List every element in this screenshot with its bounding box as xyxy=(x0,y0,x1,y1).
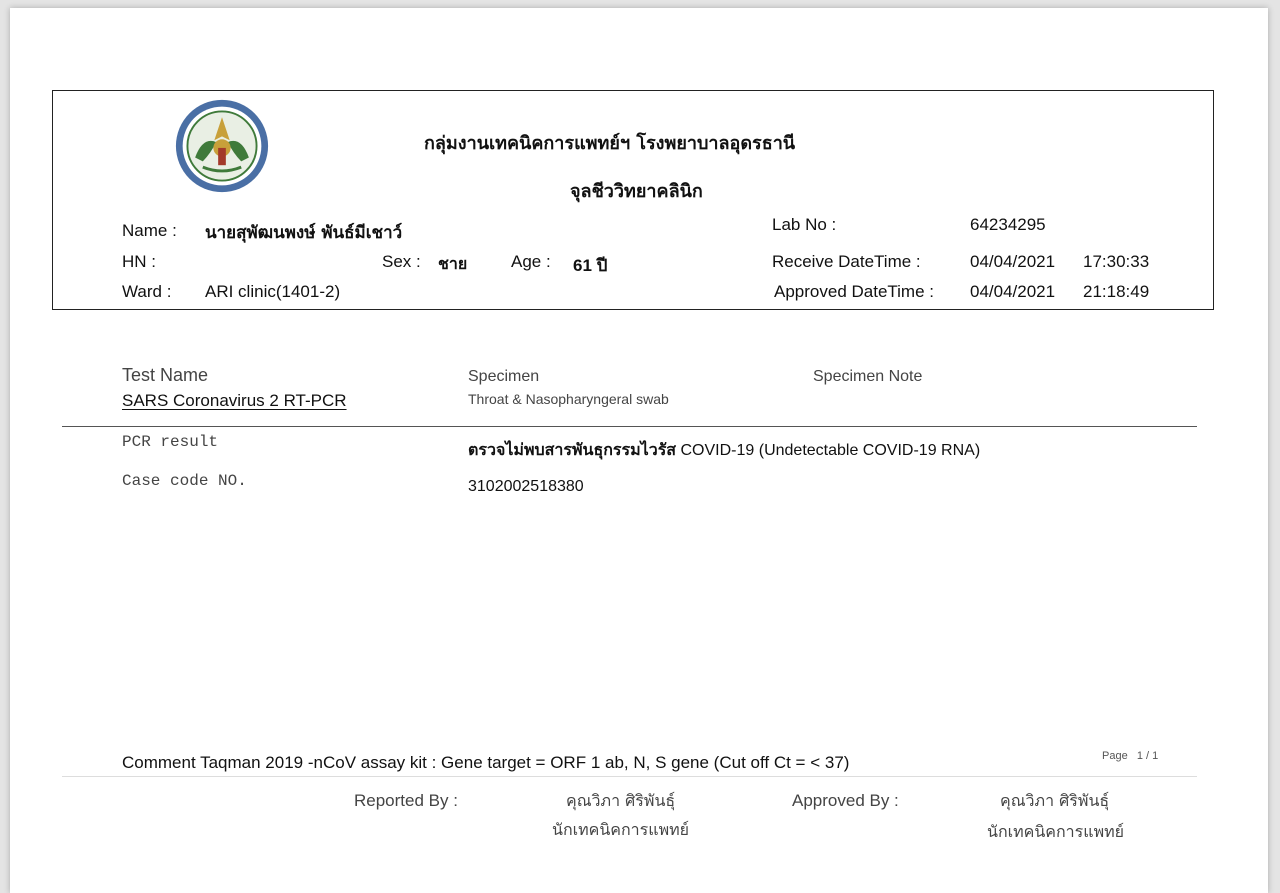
receive-datetime-label: Receive DateTime : xyxy=(772,252,921,271)
lab-section-title: จุลชีววิทยาคลินิก xyxy=(570,181,703,202)
sex-label: Sex : xyxy=(382,252,421,271)
approved-time-value: 21:18:49 xyxy=(1083,282,1150,301)
name-label: Name : xyxy=(122,221,177,240)
case-code-label: Case code NO. xyxy=(122,472,247,490)
hospital-seal-logo xyxy=(174,98,270,194)
lab-no-value: 64234295 xyxy=(970,215,1046,234)
specimen-header: Specimen xyxy=(468,368,540,385)
pcr-result-english: COVID-19 (Undetectable COVID-19 RNA) xyxy=(680,442,981,459)
reported-by-label: Reported By : xyxy=(354,791,458,810)
patient-name-value: นายสุพัฒนพงษ์ พันธ์มีเชาว์ xyxy=(205,223,403,243)
approved-by-title: นักเทคนิคการแพทย์ xyxy=(987,822,1125,841)
ward-label: Ward : xyxy=(122,282,172,301)
hn-label: HN : xyxy=(122,252,156,271)
receive-date-value: 04/04/2021 xyxy=(970,252,1056,271)
age-label: Age : xyxy=(511,252,551,271)
reported-by-name: คุณวิภา ศิริพันธุ์ xyxy=(566,791,676,810)
page-indicator xyxy=(1102,750,1158,762)
lab-department-title: กลุ่มงานเทคนิคการแพทย์ฯ โรงพยาบาลอุดรธานี xyxy=(424,133,796,154)
approved-by-label: Approved By : xyxy=(792,791,899,810)
pcr-result-value xyxy=(468,438,980,463)
reported-by-title: นักเทคนิคการแพทย์ xyxy=(552,820,690,839)
lab-no-label: Lab No : xyxy=(772,215,837,234)
pcr-result-label: PCR result xyxy=(122,433,219,451)
footer-divider xyxy=(62,776,1197,777)
approved-date-value: 04/04/2021 xyxy=(970,282,1056,301)
results-divider xyxy=(62,426,1197,427)
test-name-value: SARS Coronavirus 2 RT-PCR xyxy=(122,391,347,410)
receive-time-value: 17:30:33 xyxy=(1083,252,1150,271)
sex-value: ชาย xyxy=(438,254,468,273)
test-name-header: Test Name xyxy=(122,365,209,385)
page-label: Page xyxy=(1102,750,1128,762)
approved-by-name: คุณวิภา ศิริพันธุ์ xyxy=(1000,791,1110,810)
approved-datetime-label: Approved DateTime : xyxy=(774,282,934,301)
pcr-result-thai: ตรวจไม่พบสารพันธุกรรมไวรัส xyxy=(468,440,677,459)
specimen-note-header: Specimen Note xyxy=(813,368,923,385)
age-value: 61 ปี xyxy=(573,256,608,275)
case-code-value: 3102002518380 xyxy=(468,478,584,495)
page-value: 1 / 1 xyxy=(1136,750,1159,762)
specimen-value: Throat & Nasopharyngeral swab xyxy=(468,391,669,407)
assay-comment: Comment Taqman 2019 -nCoV assay kit : Gene target = ORF 1 ab, N, S gene (Cut off Ct = < 37) xyxy=(122,753,850,772)
ward-value: ARI clinic(1401-2) xyxy=(205,282,341,301)
